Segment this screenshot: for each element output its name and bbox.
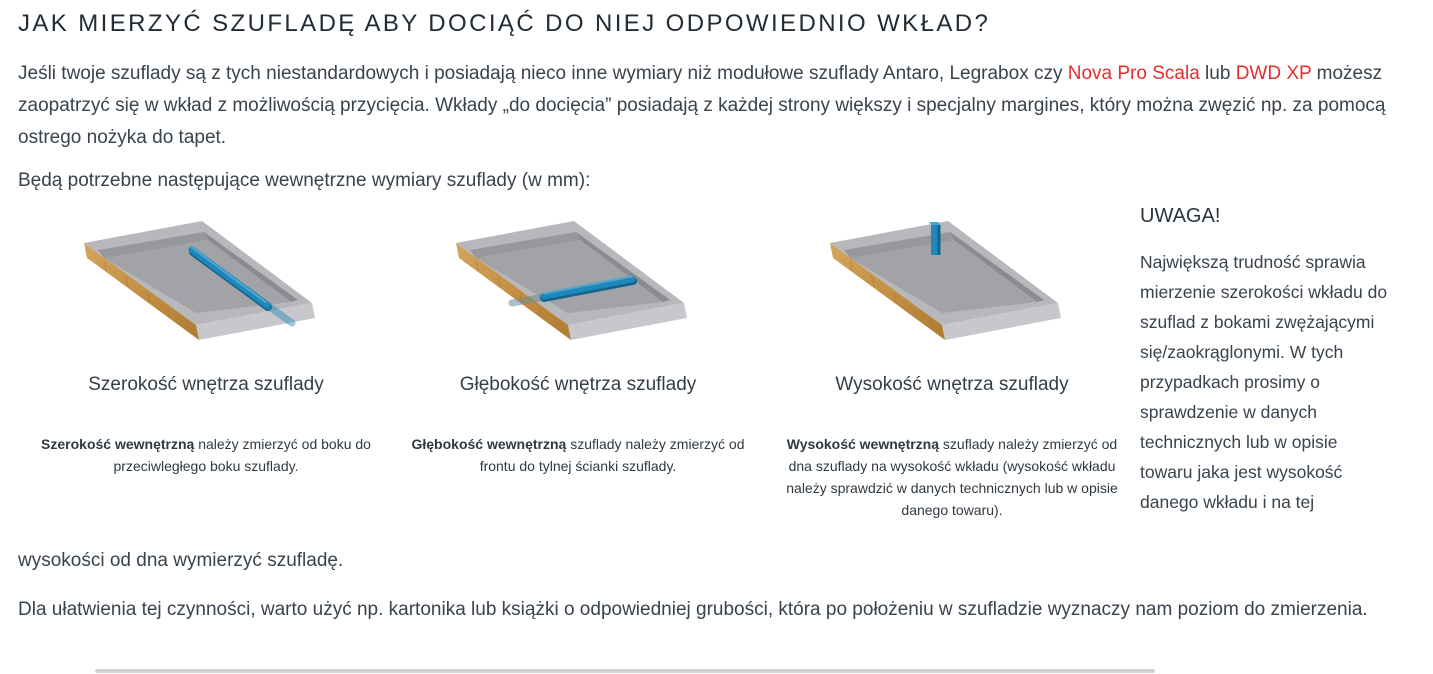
intro-text-3: możesz zaopatrzyć się w wkład z możliwością przycięcia. Wkłady „do docięcia” posiadają z każdej strony większy i specjalny margines, który można zwęzić np. za pomocą ostrego nożyka do tapet. <box>18 63 1386 148</box>
intro-text-2: lub <box>1199 63 1236 84</box>
figure-caption: Szerokość wnętrza szuflady <box>88 374 324 395</box>
figure-drawer-height <box>766 205 1138 521</box>
figure-description <box>392 433 764 477</box>
figure-desc-rest: szuflady należy zmierzyć od dna szuflady na wysokość wkładu (wysokość wkładu należy sprawdzić w danych technicznych lub w opisie danego towaru). <box>786 436 1118 518</box>
figure-desc-rest: szuflady należy zmierzyć od frontu do tylnej ścianki szuflady. <box>479 436 745 474</box>
drawer-height-illustration <box>802 205 1102 365</box>
warning-note <box>1140 205 1390 517</box>
figure-desc-rest: należy zmierzyć od boku do przeciwległego boku szuflady. <box>113 436 371 474</box>
figure-drawer-depth <box>392 205 764 477</box>
drawer-depth-illustration <box>428 205 728 365</box>
figure-caption: Głębokość wnętrza szuflady <box>459 374 697 395</box>
tip-paragraph: Dla ułatwienia tej czynności, warto użyć np. kartonika lub książki o odpowiedniej grubości, która po położeniu w szufladzie wyznaczy nam poziom do zmierzenia. <box>18 599 1368 620</box>
figure-desc-lead: Szerokość wewnętrzną <box>41 436 195 452</box>
page-title: JAK MIERZYĆ SZUFLADĘ ABY DOCIĄĆ DO NIEJ ODPOWIEDNIO WKŁAD? <box>18 10 991 37</box>
note-body: Największą trudność sprawia mierzenie szerokości wkładu do szuflad z bokami zwężającymi się/zaokrąglonymi. W tych przypadkach prosimy o sprawdzenie w danych technicznych lub w opisie towaru jaka jest wysokość danego wkładu i na tej <box>1140 252 1388 512</box>
horizontal-scrollbar[interactable] <box>95 669 1155 673</box>
figure-desc-lead: Wysokość wewnętrzną <box>786 436 940 452</box>
figure-drawer-width <box>20 205 392 477</box>
intro-paragraph <box>18 58 1390 154</box>
note-title: UWAGA! <box>1140 205 1221 227</box>
drawer-width-illustration <box>56 205 356 365</box>
note-continuation-text: wysokości od dna wymierzyć szufladę. <box>18 550 344 571</box>
figure-description <box>766 433 1138 521</box>
figure-desc-lead: Głębokość wewnętrzną <box>411 436 567 452</box>
link-nova-pro-scala[interactable]: Nova Pro Scala <box>1067 63 1200 84</box>
requirements-lead: Będą potrzebne następujące wewnętrzne wymiary szuflady (w mm): <box>18 170 591 191</box>
intro-text-1: Jeśli twoje szuflady są z tych niestandardowych i posiadają nieco inne wymiary niż modułowe szuflady Antaro, Legrabox czy <box>18 63 1068 84</box>
figure-caption: Wysokość wnętrza szuflady <box>835 374 1069 395</box>
link-dwd-xp[interactable]: DWD XP <box>1235 63 1312 84</box>
figure-description <box>20 433 392 477</box>
